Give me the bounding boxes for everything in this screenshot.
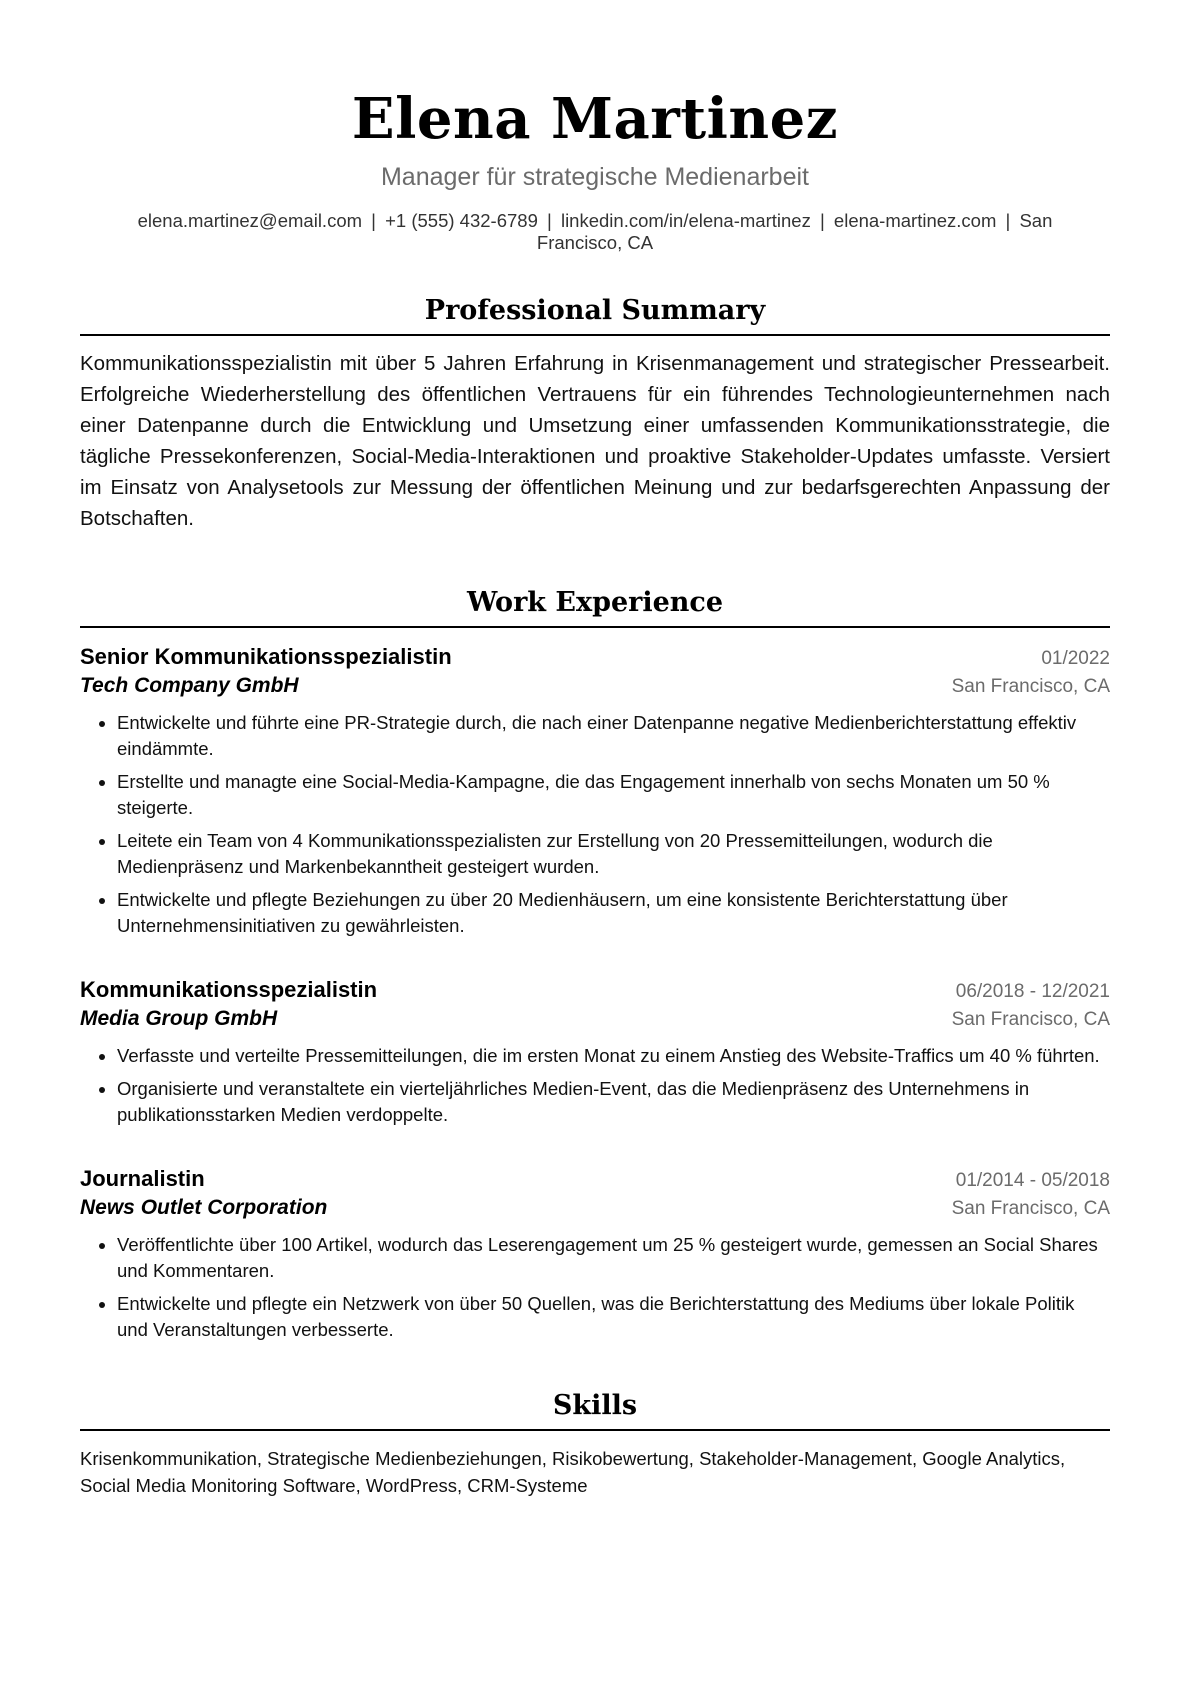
job-entry — [80, 975, 1110, 1128]
job-bullet: • Entwickelte und führte eine PR-Strategie durch, die nach einer Datenpanne negative Medienberichterstattung effektiv eindämmte. — [117, 710, 1110, 762]
job-company: Media Group GmbH — [80, 1007, 278, 1030]
job-location: San Francisco, CA — [951, 676, 1110, 697]
job-header-row — [80, 975, 1110, 1005]
job-company-row — [80, 1005, 1110, 1033]
skills-text: Krisenkommunikation, Strategische Medienbeziehungen, Risikobewertung, Stakeholder-Management, Google Analytics, Social Media Monitoring Software, WordPress, CRM-Systeme — [80, 1448, 1066, 1496]
resume-header — [80, 0, 1110, 254]
job-dates: 01/2014 - 05/2018 — [955, 1170, 1110, 1191]
summary-text: Kommunikationsspezialistin mit über 5 Jahren Erfahrung in Krisenmanagement und strategischer Pressearbeit. Erfolgreiche Wiederherstellung des öffentlichen Vertrauens für ein führendes Technologieunternehmen nach einer Datenpanne durch die Entwicklung und Umsetzung einer umfassenden Kommunikationsstrategie, die tägliche Pressekonferenzen, Social-Media-Interaktionen und proaktive Stakeholder-Updates umfasste. Versiert im Einsatz von Analysetools zur Messung der öffentlichen Meinung und zur bedarfsgerechten Anpassung der Botschaften. — [80, 352, 1110, 530]
contact-separator: | — [371, 210, 376, 231]
section-divider — [80, 1429, 1110, 1431]
contact-email[interactable]: elena.martinez@email.com — [137, 210, 363, 231]
job-entry — [80, 642, 1110, 939]
job-location: San Francisco, CA — [951, 1009, 1110, 1030]
contact-separator: | — [547, 210, 552, 231]
job-header-row — [80, 642, 1110, 672]
job-company-row — [80, 1194, 1110, 1222]
job-bullet: • Leitete ein Team von 4 Kommunikationsspezialisten zur Erstellung von 20 Pressemitteilungen, wodurch die Medienpräsenz und Markenbekanntheit gesteigert wurden. — [117, 828, 1110, 880]
job-bullet: • Erstellte und managte eine Social-Media-Kampagne, die das Engagement innerhalb von sechs Monaten um 50 % steigerte. — [117, 769, 1110, 821]
contact-phone[interactable]: +1 (555) 432-6789 — [385, 210, 538, 231]
job-dates: 01/2022 — [1041, 648, 1110, 669]
job-bullet: • Entwickelte und pflegte ein Netzwerk von über 50 Quellen, was die Berichterstattung des Mediums über lokale Politik und Veranstaltungen verbesserte. — [117, 1291, 1110, 1343]
section-divider — [80, 334, 1110, 336]
job-bullet: • Veröffentlichte über 100 Artikel, wodurch das Leserengagement um 25 % gesteigert wurde, gemessen an Social Shares und Kommentaren. — [117, 1232, 1110, 1284]
job-location: San Francisco, CA — [951, 1198, 1110, 1219]
contact-separator: | — [1005, 210, 1011, 231]
contact-linkedin[interactable]: linkedin.com/in/elena-martinez — [560, 210, 811, 231]
job-company: News Outlet Corporation — [80, 1196, 328, 1219]
job-bullet: • Organisierte und veranstaltete ein vierteljährliches Medien-Event, das die Medienpräsenz des Unternehmens in publikationsstarken Medien verdoppelte. — [117, 1076, 1110, 1128]
job-company-row — [80, 672, 1110, 700]
job-bullets — [80, 1043, 1110, 1128]
job-bullet: • Verfasste und verteilte Pressemitteilungen, die im ersten Monat zu einem Anstieg des Website-Traffics um 40 % führten. — [117, 1043, 1110, 1069]
job-bullet: • Entwickelte und pflegte Beziehungen zu über 20 Medienhäusern, um eine konsistente Berichterstattung über Unternehmensinitiativen zu gewährleisten. — [117, 887, 1110, 939]
skills-section — [80, 1389, 1110, 1499]
job-company: Tech Company GmbH — [80, 674, 299, 697]
candidate-name: Elena Martinez — [351, 86, 839, 152]
job-header-row — [80, 1164, 1110, 1194]
contact-separator: | — [819, 210, 825, 231]
job-title: Kommunikationsspezialistin — [80, 977, 378, 1002]
section-heading-experience: Work Experience — [466, 587, 724, 618]
contact-line — [100, 210, 1090, 254]
section-divider — [80, 626, 1110, 628]
contact-location: San Francisco, CA — [536, 210, 1053, 253]
job-dates: 06/2018 - 12/2021 — [955, 981, 1110, 1002]
job-bullets — [80, 1232, 1110, 1343]
job-bullets — [80, 710, 1110, 939]
job-title: Journalistin — [80, 1166, 205, 1191]
contact-website[interactable]: elena-martinez.com — [833, 210, 997, 231]
section-heading-summary: Professional Summary — [424, 295, 766, 326]
job-entry — [80, 1164, 1110, 1343]
job-title: Senior Kommunikationsspezialistin — [80, 644, 452, 669]
work-experience-section — [80, 586, 1110, 1343]
candidate-title: Manager für strategische Medienarbeit — [380, 163, 809, 191]
section-heading-skills: Skills — [552, 1390, 638, 1421]
summary-section — [80, 294, 1110, 534]
